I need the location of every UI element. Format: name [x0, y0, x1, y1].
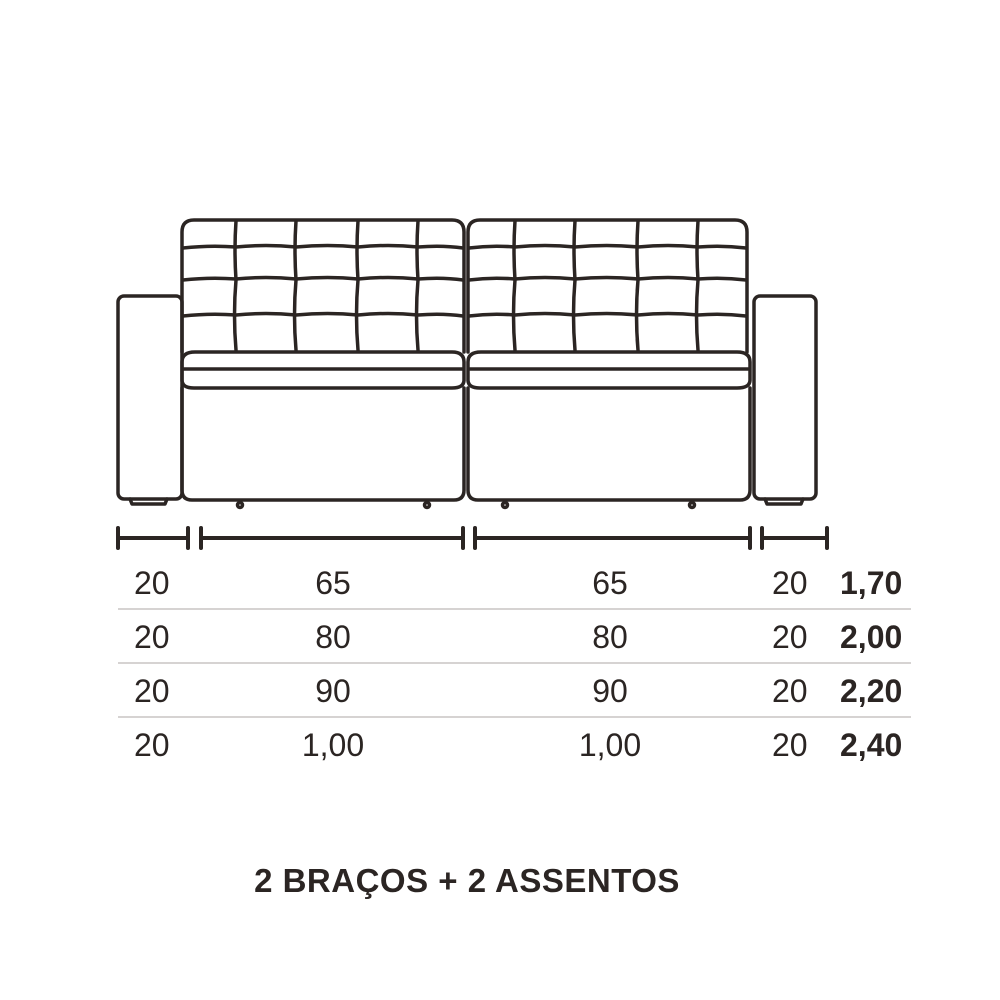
left-arm-width: 20	[134, 673, 170, 709]
sofa-left-backrest	[182, 220, 464, 352]
left-seat-width: 90	[315, 673, 351, 709]
total-width: 2,00	[840, 619, 903, 655]
left-arm-width: 20	[134, 565, 170, 601]
sofa-left-arm	[118, 296, 182, 499]
right-arm-width: 20	[772, 619, 808, 655]
right-seat-width: 90	[592, 673, 628, 709]
sofa-right-seat-foot	[503, 503, 508, 508]
right-arm-width: 20	[772, 727, 808, 763]
sofa-right-arm	[754, 296, 816, 499]
total-width: 2,40	[840, 727, 903, 763]
total-width: 2,20	[840, 673, 903, 709]
left-seat-width: 65	[315, 565, 351, 601]
dimensions-row	[118, 664, 928, 718]
sofa-right-seat-foot	[690, 503, 695, 508]
total-width: 1,70	[840, 565, 903, 601]
left-seat-width: 1,00	[301, 727, 365, 763]
dimensions-row	[118, 718, 928, 772]
sofa-left-seat-base	[182, 388, 464, 500]
dimensions-table	[118, 556, 928, 772]
dimensions-row	[118, 610, 928, 664]
dimension-bar-right-arm	[762, 528, 827, 548]
sofa-left-seat-foot	[238, 503, 243, 508]
right-seat-width: 65	[592, 565, 628, 601]
configuration-caption: 2 BRAÇOS + 2 ASSENTOS	[254, 862, 680, 899]
left-seat-width: 80	[315, 619, 351, 655]
dimension-bar-right-seat	[475, 528, 750, 548]
right-seat-width: 80	[592, 619, 628, 655]
sofa-right-backrest-tufting	[469, 221, 746, 350]
left-arm-width: 20	[134, 619, 170, 655]
left-arm-width: 20	[134, 727, 170, 763]
right-arm-width: 20	[772, 673, 808, 709]
dimension-bar-left-seat	[201, 528, 463, 548]
sofa-left-seat-foot	[425, 503, 430, 508]
sofa-left-backrest-tufting	[183, 221, 463, 350]
right-arm-width: 20	[772, 565, 808, 601]
right-seat-width: 1,00	[578, 727, 642, 763]
sofa-right-seat-base	[468, 388, 750, 500]
dimension-bar-left-arm	[118, 528, 188, 548]
dimensions-row	[118, 556, 928, 610]
sofa-right-backrest	[468, 220, 747, 352]
